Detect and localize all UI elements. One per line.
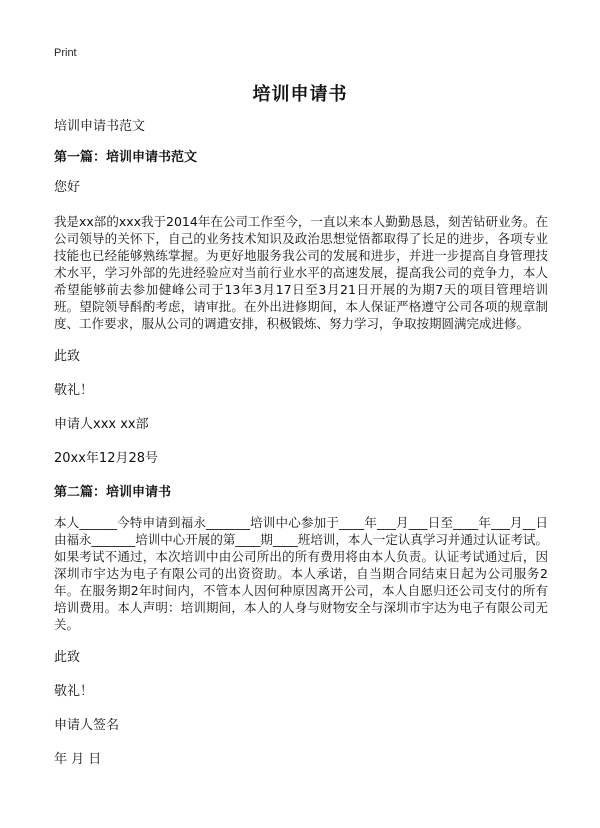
section-2-closing-2: 敬礼！ [54,684,94,699]
section-2-heading: 第二篇：培训申请书 [54,485,172,500]
document-title: 培训申请书 [252,84,348,105]
section-2-body: 本人______今特申请到福永_______培训中心参加于____年___月___日至____年___月__日由福永_______培训中心开展的第____期____班培训，本人一定认真学习并通过认证考试。如果考试不通过，本次培训中由公司所出的所有费用将由本人负责。认证考试通过后，因深圳市宇达为电子有限公司的出资资助。本人承诺，自当期合同结束日起为公司服务2年。在服务期2年时间内，不管本人因何种原因离开公司，本人自愿归还公司支付的所有培训费用。本人声明：培训期间，本人的人身与财物安全与深圳市宇达为电子有限公司无关。 [54,515,548,632]
document-body [54,118,548,785]
print-label[interactable]: Print [54,47,77,59]
section-1-applicant: 申请人xxx xx部 [54,417,149,432]
section-2-date: 年 月 日 [54,752,102,767]
section-1-closing-1: 此致 [54,349,81,364]
section-1-greeting: 您好 [54,180,81,195]
section-2-signature: 申请人签名 [54,718,120,733]
document-subtitle: 培训申请书范文 [54,119,146,134]
section-1-heading: 第一篇：培训申请书范文 [54,150,198,165]
section-1-body: 我是xx部的xxx我于2014年在公司工作至今，一直以来本人勤勤恳恳，刻苦钻研业务。在公司领导的关怀下，自己的业务技术知识及政治思想觉悟都取得了长足的进步，各项专业技能也已经能够熟练掌握。为更好地服务我公司的发展和进步，并进一步提高自身管理技术水平，学习外部的先进经验应对当前行业水平的高速发展，提高我公司的竞争力，本人希望能够前去参加健峰公司于13年3月17日至3月21日开展的为期7天的项目管理培训班。望院领导酙酌考虑，请审批。在外出进修期间，本人保证严格遵守公司各项的规章制度、工作要求，服从公司的调遣安排，积极锻炼、努力学习，争取按期圆满完成进修。 [54,214,548,331]
section-2-closing-1: 此致 [54,650,81,665]
section-1-closing-2: 敬礼！ [54,383,94,398]
section-1-date: 20xx年12月28号 [54,451,159,466]
